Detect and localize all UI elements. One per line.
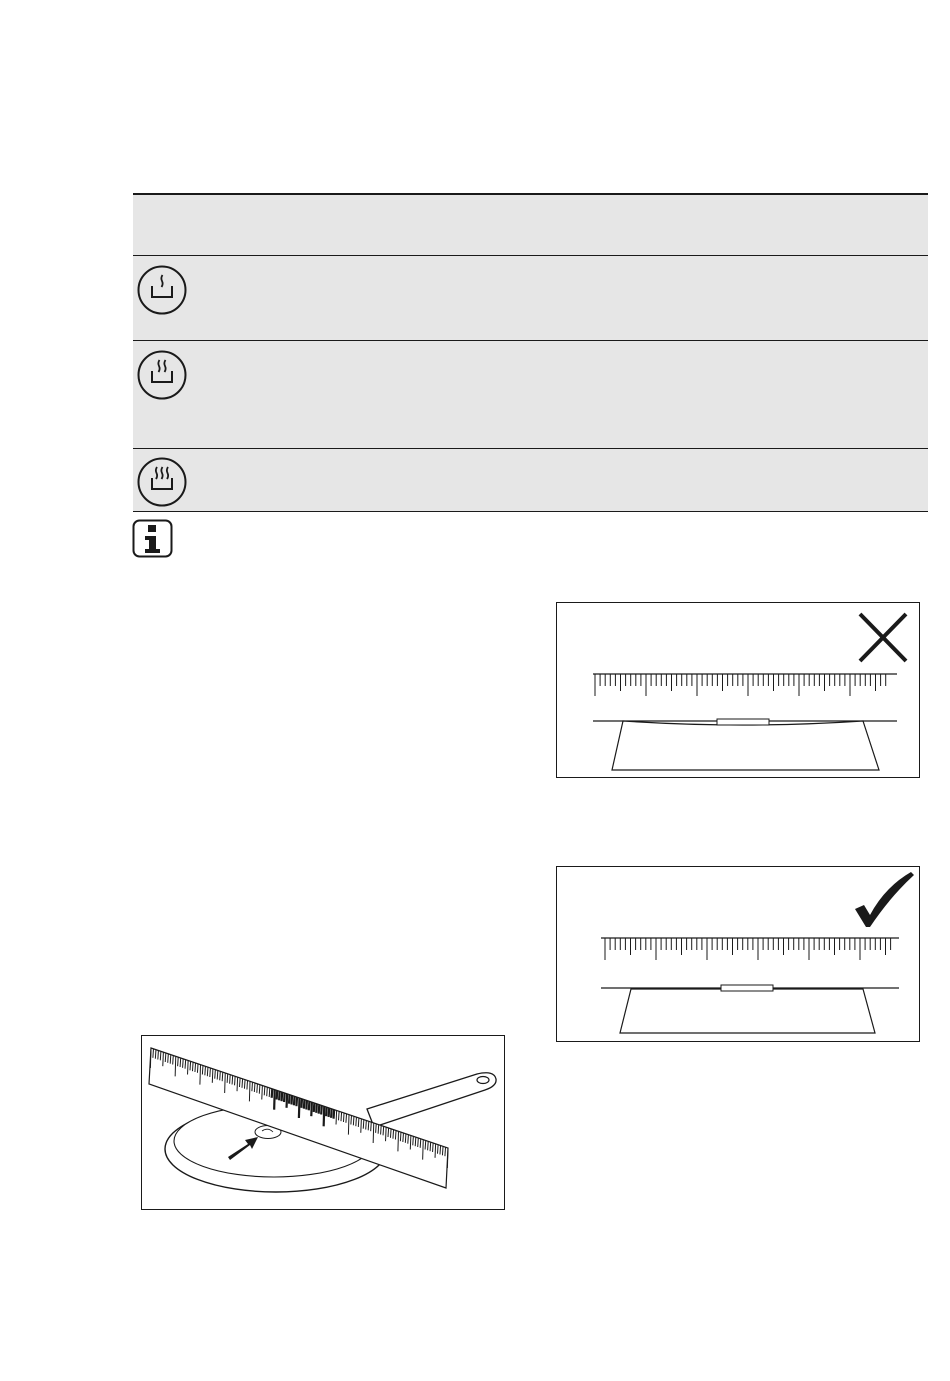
- info-icon: [132, 519, 174, 559]
- ruler-tick: [180, 1058, 181, 1067]
- ruler-tick: [242, 1079, 243, 1088]
- ruler-tick: [324, 1106, 325, 1126]
- ruler-tick: [217, 1071, 218, 1080]
- ruler-ticks: [595, 674, 886, 696]
- ruler-tick: [368, 1121, 369, 1130]
- ruler-tick: [165, 1053, 166, 1062]
- ruler-tick: [395, 1131, 396, 1140]
- pot-steam-2-icon: [136, 349, 188, 401]
- ruler-tick: [200, 1065, 201, 1085]
- ruler-tick: [334, 1110, 335, 1119]
- ruler-tick: [445, 1147, 446, 1156]
- ruler-tick: [336, 1111, 337, 1125]
- ruler-tick: [175, 1056, 176, 1076]
- ruler-tick: [279, 1091, 280, 1100]
- handle-hole: [477, 1077, 489, 1084]
- ruler-tick: [190, 1061, 191, 1070]
- ruler-tick: [415, 1137, 416, 1146]
- ruler-tick: [183, 1059, 184, 1068]
- table-row: [133, 449, 928, 512]
- ruler-ticks: [605, 938, 891, 960]
- ruler-tick: [371, 1122, 372, 1131]
- ruler-tick: [309, 1101, 310, 1110]
- ruler-tick: [373, 1123, 374, 1143]
- ruler-tick: [259, 1085, 260, 1094]
- ruler-tick: [210, 1068, 211, 1077]
- ruler-tick: [420, 1139, 421, 1148]
- ruler-tick: [150, 1048, 151, 1068]
- ruler-tick: [403, 1133, 404, 1142]
- ruler-tick: [398, 1131, 399, 1151]
- ruler-tick: [348, 1115, 349, 1135]
- ruler-tick: [284, 1093, 285, 1102]
- ruler-tick: [440, 1146, 441, 1155]
- ruler-tick: [376, 1124, 377, 1133]
- ruler-tick: [227, 1074, 228, 1083]
- heat-settings-table: [133, 193, 928, 512]
- ruler-tick: [413, 1136, 414, 1145]
- ruler-tick: [378, 1125, 379, 1134]
- pot-steam-1-icon: [136, 264, 188, 316]
- ruler-tick: [160, 1051, 161, 1060]
- ruler-tick: [438, 1145, 439, 1154]
- ruler-tick: [267, 1087, 268, 1096]
- ruler-tick: [339, 1111, 340, 1120]
- ruler-tick: [341, 1112, 342, 1121]
- ruler-tick: [282, 1092, 283, 1101]
- ruler-tick: [408, 1135, 409, 1144]
- ruler-tick: [358, 1118, 359, 1127]
- ruler: [593, 674, 897, 696]
- ruler-tick: [257, 1084, 258, 1093]
- ruler-tick: [173, 1056, 174, 1065]
- ruler-tick: [244, 1080, 245, 1089]
- figure-pan-with-ruler: [141, 1035, 505, 1210]
- figure-right-pan-base: [556, 866, 920, 1042]
- ruler-tick: [269, 1088, 270, 1097]
- ruler-tick: [235, 1076, 236, 1085]
- ruler-tick: [188, 1061, 189, 1075]
- ruler-tick: [240, 1078, 241, 1087]
- ruler-tick: [435, 1144, 436, 1158]
- ruler-tick: [326, 1107, 327, 1116]
- ruler-tick: [319, 1105, 320, 1114]
- figure-wrong-pan-base: [556, 602, 920, 778]
- ruler-tick: [393, 1130, 394, 1139]
- ruler-tick: [447, 1148, 448, 1168]
- pan-base-label: [717, 719, 769, 725]
- ruler-tick: [155, 1050, 156, 1059]
- ruler-tick: [353, 1116, 354, 1125]
- ruler-tick: [291, 1096, 292, 1105]
- ruler-tick: [215, 1070, 216, 1079]
- ruler-tick: [170, 1055, 171, 1064]
- ruler-tick: [277, 1091, 278, 1100]
- ruler-tick: [205, 1066, 206, 1075]
- ruler-tick: [361, 1119, 362, 1133]
- ruler-tick: [294, 1096, 295, 1105]
- ruler-tick: [254, 1083, 255, 1092]
- ruler-tick: [316, 1104, 317, 1113]
- ruler-tick: [212, 1069, 213, 1083]
- ruler-tick: [405, 1134, 406, 1143]
- ruler-tick: [346, 1114, 347, 1123]
- ruler-tick: [197, 1064, 198, 1073]
- ruler-tick: [237, 1077, 238, 1091]
- ruler-tick: [192, 1062, 193, 1071]
- ruler-tick: [311, 1102, 312, 1116]
- table-row: [133, 256, 928, 341]
- ruler-tick: [153, 1049, 154, 1058]
- ruler-tick: [252, 1082, 253, 1091]
- ruler-tick: [225, 1073, 226, 1093]
- table-header-row: [133, 195, 928, 256]
- ruler-tick: [423, 1140, 424, 1160]
- ruler-tick: [430, 1142, 431, 1151]
- ruler-tick: [287, 1094, 288, 1108]
- ruler-tick: [428, 1141, 429, 1150]
- ruler-tick: [381, 1126, 382, 1135]
- ruler-tick: [314, 1103, 315, 1112]
- ruler-tick: [418, 1138, 419, 1147]
- ruler-tick: [351, 1116, 352, 1125]
- ruler-tick: [366, 1121, 367, 1130]
- check-icon: [855, 872, 914, 927]
- ruler-tick: [299, 1098, 300, 1118]
- ruler-tick: [289, 1095, 290, 1104]
- cross-icon: [860, 614, 906, 661]
- ruler-tick: [442, 1146, 443, 1155]
- ruler-tick: [331, 1109, 332, 1118]
- ruler-tick: [390, 1129, 391, 1138]
- ruler-tick: [185, 1060, 186, 1069]
- flat-pan-base: [620, 989, 875, 1033]
- ruler-tick: [249, 1081, 250, 1101]
- ruler-tick: [363, 1120, 364, 1129]
- ruler-tick: [433, 1143, 434, 1152]
- ruler-tick: [356, 1117, 357, 1126]
- ruler-tick: [321, 1106, 322, 1115]
- ruler-tick: [410, 1136, 411, 1150]
- ruler-tick: [386, 1127, 387, 1141]
- ruler-tick: [163, 1052, 164, 1066]
- ruler-tick: [400, 1132, 401, 1141]
- ruler-tick: [222, 1072, 223, 1081]
- ruler-tick: [306, 1101, 307, 1110]
- ruler-tick: [264, 1086, 265, 1095]
- ruler-tick: [343, 1113, 344, 1122]
- ruler: [601, 938, 899, 960]
- ruler-tick: [296, 1097, 297, 1106]
- ruler-tick: [329, 1108, 330, 1117]
- ruler-tick: [388, 1128, 389, 1137]
- ruler-tick: [195, 1063, 196, 1072]
- pot-steam-3-icon: [136, 456, 188, 508]
- ruler-tick: [304, 1100, 305, 1109]
- ruler-tick: [262, 1086, 263, 1100]
- ruler-tick: [202, 1066, 203, 1075]
- ruler-tick: [274, 1090, 275, 1110]
- ruler-tick: [383, 1126, 384, 1135]
- table-row: [133, 341, 928, 449]
- ruler-tick: [158, 1051, 159, 1060]
- curved-pan-base: [612, 721, 879, 770]
- ruler-tick: [272, 1089, 273, 1098]
- ruler-tick: [230, 1075, 231, 1084]
- ruler-tick: [168, 1054, 169, 1063]
- pan-base-label: [721, 985, 773, 991]
- ruler-tick: [247, 1081, 248, 1090]
- ruler-tick: [232, 1076, 233, 1085]
- ruler-tick: [178, 1057, 179, 1066]
- ruler-tick: [207, 1067, 208, 1076]
- ruler-tick: [220, 1071, 221, 1080]
- ruler-tick: [425, 1141, 426, 1150]
- ruler-tick: [301, 1099, 302, 1108]
